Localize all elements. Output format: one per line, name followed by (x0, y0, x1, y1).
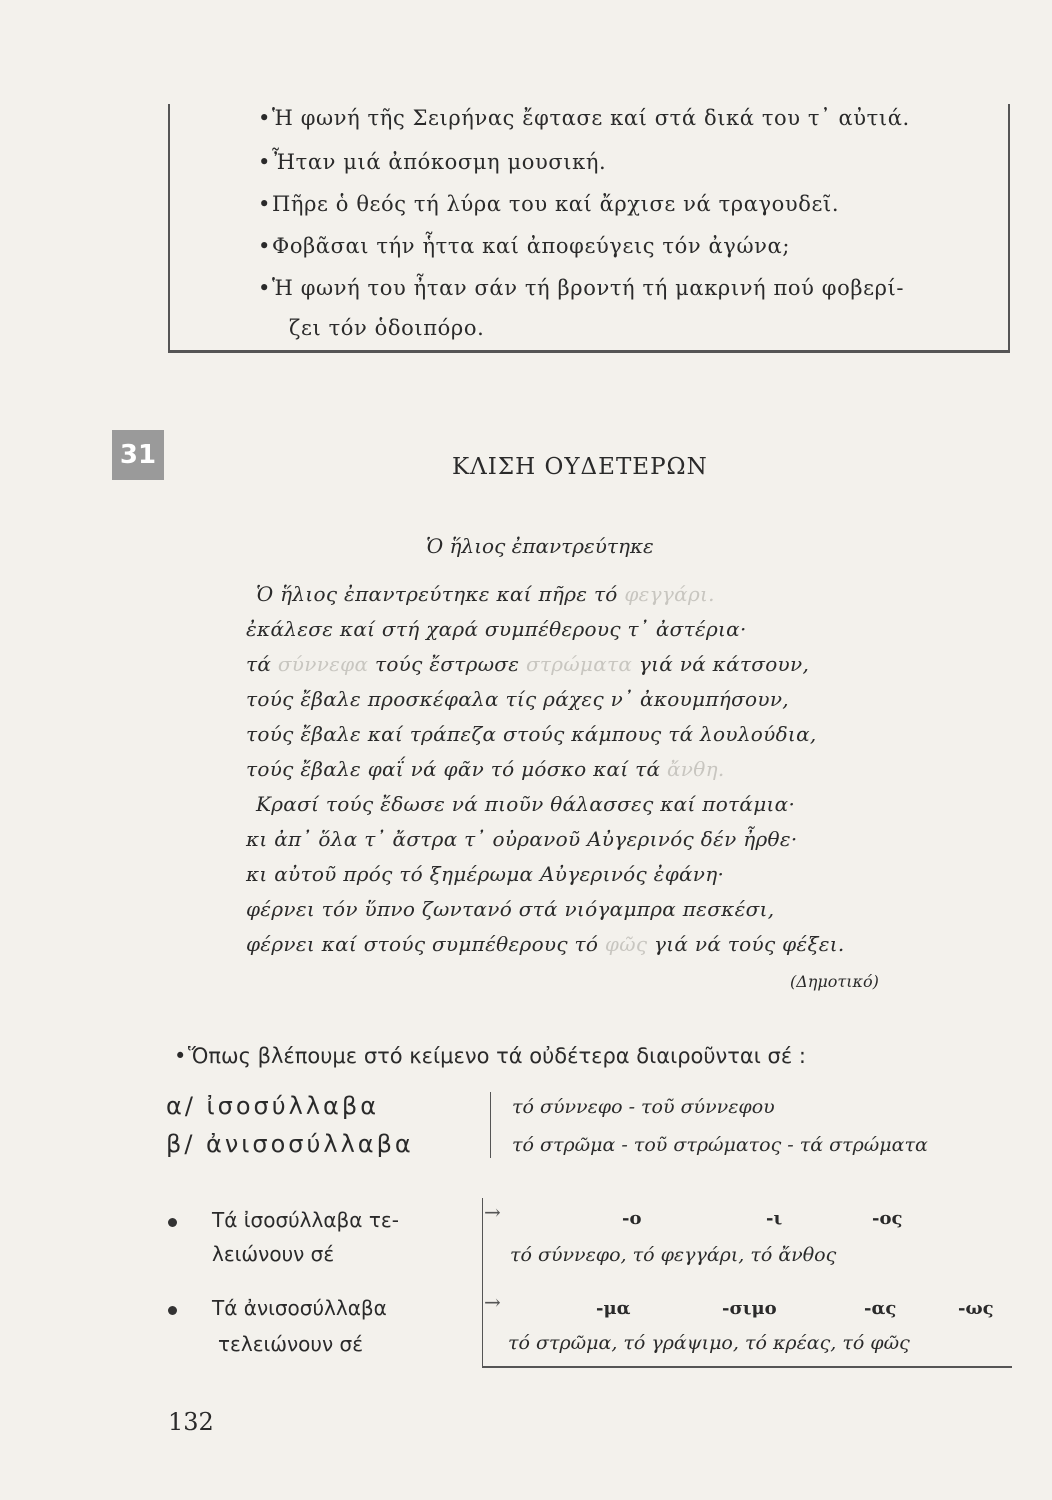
suffix: -σιμο (722, 1298, 777, 1319)
suffix: -ι (766, 1208, 783, 1229)
sentence-3: •Πῆρε ὁ θεός τή λύρα του καί ἄρχισε νά τραγουδεῖ. (258, 192, 840, 216)
category-label-anisosyllabic: β/ ἀνισοσύλλαβα (166, 1130, 414, 1158)
category-example-anisosyllabic: τό στρῶμα - τοῦ στρώματος - τά στρώματα (512, 1134, 928, 1156)
rule-label-isosyllabic: Τά ἰσοσύλλαβα τε- (212, 1208, 399, 1232)
rule-label-isosyllabic-cont: λειώνουν σέ (212, 1242, 335, 1266)
poem-line: Κρασί τούς ἔδωσε νά πιοῦν θάλασσες καί ποτάμια· (256, 792, 796, 816)
suffix: -ας (864, 1298, 897, 1319)
poem-line: τά σύννεφα τούς ἔστρωσε στρώματα γιά νά κάτσουν, (246, 652, 810, 676)
suffix: -μα (596, 1298, 631, 1319)
suffix: -ως (958, 1298, 994, 1319)
poem-line: φέρνει καί στούς συμπέθερους τό φῶς γιά νά τούς φέξει. (246, 932, 845, 956)
poem-source: (Δημοτικό) (790, 972, 879, 991)
sentence-4: •Φοβᾶσαι τήν ἧττα καί ἀποφεύγεις τόν ἀγώνα; (258, 234, 790, 258)
bullet-dot-icon (168, 1218, 177, 1227)
poem-line: τούς ἔβαλε φαΐ νά φᾶν τό μόσκο καί τά ἄνθη. (246, 757, 725, 781)
rule-label-anisosyllabic-cont: τελειώνουν σέ (218, 1332, 364, 1356)
rule-examples-anisosyllabic: τό στρῶμα, τό γράψιμο, τό κρέας, τό φῶς (508, 1332, 910, 1354)
category-label-isosyllabic: α/ ἰσοσύλλαβα (166, 1092, 380, 1120)
poem-line: κι αὐτοῦ πρός τό ξημέρωμα Αὐγερινός ἐφάνη· (246, 862, 725, 886)
poem-title: Ὁ ἥλιος ἐπαντρεύτηκε (426, 534, 654, 558)
poem-line: Ὁ ἥλιος ἐπαντρεύτηκε καί πῆρε τό φεγγάρι. (256, 582, 715, 606)
rules-bottom-rule (482, 1366, 1012, 1368)
rules-divider (482, 1198, 483, 1368)
rule-examples-isosyllabic: τό σύννεφο, τό φεγγάρι, τό ἄνθος (510, 1244, 837, 1266)
chapter-number: 31 (112, 430, 164, 480)
sentence-1: •Ἡ φωνή τῆς Σειρήνας ἔφτασε καί στά δικά του τ᾿ αὐτιά. (258, 106, 910, 130)
arrow-icon: → (484, 1290, 501, 1314)
poem-line: τούς ἔβαλε καί τράπεζα στούς κάμπους τά λουλούδια, (246, 722, 817, 746)
sentence-5-cont: ζει τόν ὁδοιπόρο. (289, 316, 485, 340)
suffix: -ο (622, 1208, 642, 1229)
rule-label-anisosyllabic: Τά ἀνισοσύλλαβα (212, 1296, 387, 1320)
poem-line: ἐκάλεσε καί στή χαρά συμπέθερους τ᾿ ἀστέρια· (246, 617, 747, 641)
chapter-title: ΚΛΙΣΗ ΟΥΔΕΤΕΡΩΝ (452, 454, 708, 480)
sentence-2: •Ἦταν μιά ἀπόκοσμη μουσική. (258, 150, 607, 174)
poem-line: τούς ἔβαλε προσκέφαλα τίς ράχες ν᾿ ἀκουμπήσουν, (246, 687, 789, 711)
arrow-icon: → (484, 1200, 501, 1224)
sentence-5: •Ἡ φωνή του ἦταν σάν τή βροντή τή μακρινή πού φοβερί- (258, 276, 905, 300)
bullet-dot-icon (168, 1306, 177, 1315)
category-example-isosyllabic: τό σύννεφο - τοῦ σύννεφου (512, 1096, 775, 1118)
intro-text: •Ὅπως βλέπουμε στό κείμενο τά οὐδέτερα διαιροῦνται σέ : (174, 1044, 806, 1068)
page-number: 132 (168, 1408, 214, 1436)
suffix: -ος (872, 1208, 903, 1229)
category-divider (490, 1092, 491, 1158)
poem-line: κι ἀπ᾿ ὅλα τ᾿ ἄστρα τ᾿ οὐρανοῦ Αὐγερινός δέν ἦρθε· (246, 827, 798, 851)
poem-line: φέρνει τόν ὕπνο ζωντανό στά νιόγαμπρα πεσκέσι, (246, 897, 775, 921)
